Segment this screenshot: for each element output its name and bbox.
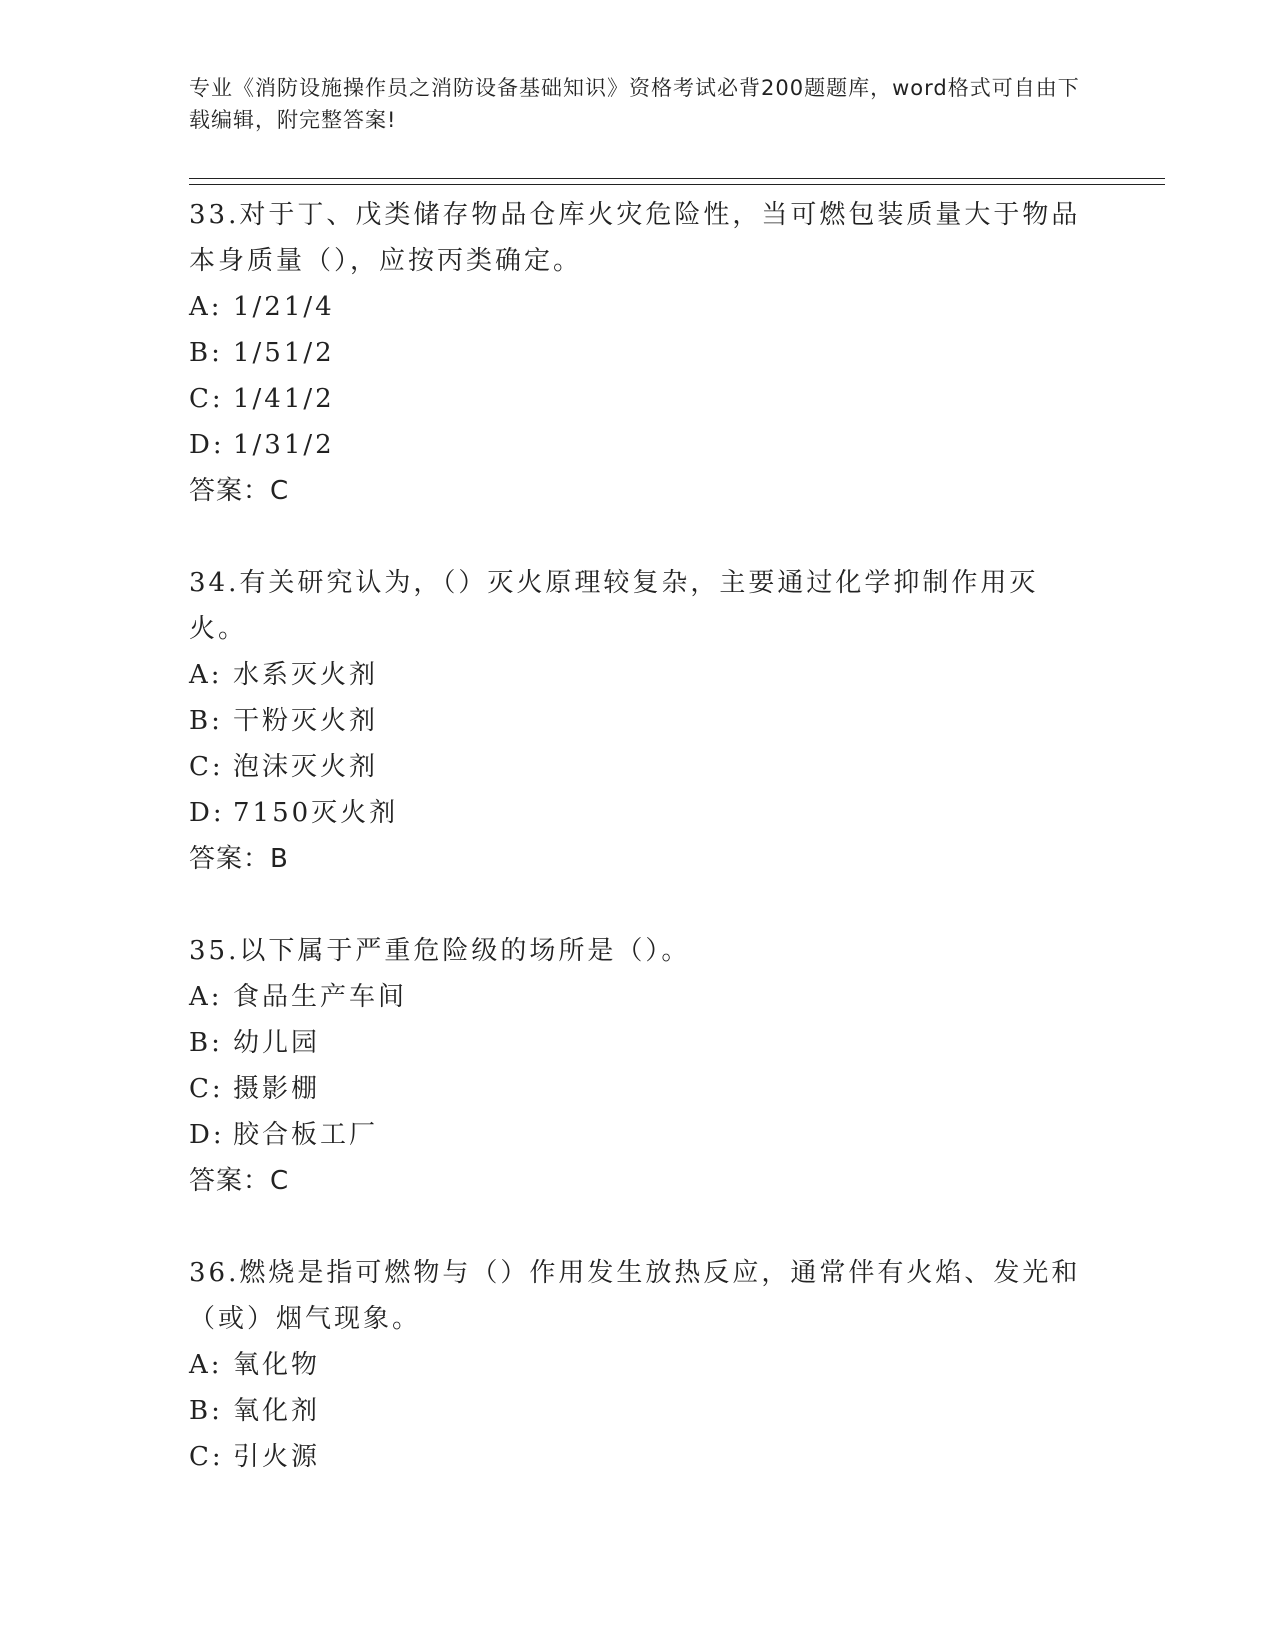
- option-letter: B:: [189, 706, 223, 736]
- option-text: 7150灭火剂: [233, 798, 399, 828]
- option-c: [189, 376, 1089, 422]
- question-stem: 35.以下属于严重危险级的场所是（）。: [189, 936, 691, 966]
- question-list: [189, 192, 1089, 1526]
- option-letter: C:: [189, 1442, 224, 1472]
- option-a: [189, 652, 1089, 698]
- option-c: [189, 744, 1089, 790]
- option-text: 引火源: [233, 1442, 321, 1472]
- option-c: [189, 1434, 1089, 1480]
- option-letter: D:: [189, 1120, 225, 1150]
- option-letter: D:: [189, 430, 225, 460]
- option-letter: C:: [189, 1074, 224, 1104]
- question-stem: 33.对于丁、戊类储存物品仓库火灾危险性，当可燃包装质量大于物品本身质量（），应按丙类确定。: [189, 200, 1081, 276]
- option-b: [189, 698, 1089, 744]
- option-c: [189, 1066, 1089, 1112]
- option-d: [189, 1112, 1089, 1158]
- option-text: 1/51/2: [233, 338, 335, 368]
- option-a: [189, 284, 1089, 330]
- answer-line: 答案：C: [189, 476, 290, 506]
- option-text: 泡沫灭火剂: [233, 752, 379, 782]
- option-b: [189, 330, 1089, 376]
- option-letter: B:: [189, 1396, 223, 1426]
- question-stem: 36.燃烧是指可燃物与（）作用发生放热反应，通常伴有火焰、发光和（或）烟气现象。: [189, 1258, 1081, 1334]
- header-divider-bottom: [189, 184, 1165, 185]
- option-a: [189, 974, 1089, 1020]
- option-text: 1/31/2: [233, 430, 335, 460]
- option-text: 水系灭火剂: [233, 660, 379, 690]
- option-letter: C:: [189, 384, 224, 414]
- header-divider-top: [189, 178, 1165, 179]
- question-33: [189, 192, 1089, 514]
- option-b: [189, 1388, 1089, 1434]
- option-letter: C:: [189, 752, 224, 782]
- option-letter: A:: [189, 292, 223, 322]
- answer-line: 答案：B: [189, 844, 289, 874]
- option-letter: A:: [189, 1350, 223, 1380]
- option-d: [189, 422, 1089, 468]
- option-text: 氧化剂: [233, 1396, 321, 1426]
- option-text: 1/21/4: [233, 292, 335, 322]
- option-letter: B:: [189, 338, 223, 368]
- option-text: 氧化物: [233, 1350, 321, 1380]
- option-text: 幼儿园: [233, 1028, 321, 1058]
- question-34: [189, 560, 1089, 882]
- option-text: 摄影棚: [233, 1074, 321, 1104]
- option-text: 食品生产车间: [233, 982, 408, 1012]
- option-b: [189, 1020, 1089, 1066]
- option-letter: B:: [189, 1028, 223, 1058]
- option-letter: A:: [189, 660, 223, 690]
- option-letter: A:: [189, 982, 223, 1012]
- question-stem: 34.有关研究认为，（）灭火原理较复杂，主要通过化学抑制作用灭火。: [189, 568, 1039, 644]
- option-a: [189, 1342, 1089, 1388]
- option-text: 1/41/2: [233, 384, 335, 414]
- question-36: [189, 1250, 1089, 1480]
- option-text: 胶合板工厂: [233, 1120, 379, 1150]
- document-intro: 专业《消防设施操作员之消防设备基础知识》资格考试必背200题题库，word格式可自由下载编辑，附完整答案!: [189, 76, 1080, 132]
- option-text: 干粉灭火剂: [233, 706, 379, 736]
- option-d: [189, 790, 1089, 836]
- question-35: [189, 928, 1089, 1204]
- answer-line: 答案：C: [189, 1166, 290, 1196]
- option-letter: D:: [189, 798, 225, 828]
